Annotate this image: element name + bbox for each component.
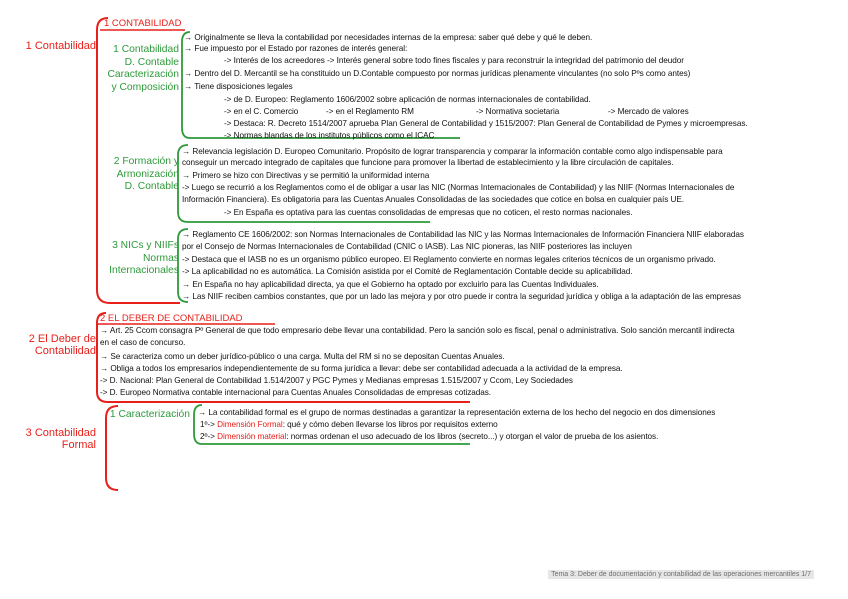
sub1-line: -> en el Reglamento RM — [326, 107, 414, 116]
section2-title — [29, 333, 96, 357]
sub3-line: → Las NIIF reciben cambios constantes, que por un lado las mejora y por otro puede ir contra la seguridad jurídica y obliga a la adaptación de las empresas — [182, 292, 741, 301]
section1-title-line: 1 Contabilidad — [25, 40, 96, 52]
sub3-line: por el Consejo de Normas Internacionales de Contabilidad (CNIC o IASB). Las NIC pioneras, las NIIF posteriores las incluyen — [182, 242, 632, 251]
sub3-line: → En España no hay aplicabilidad directa, ya que el Gobierno ha optado por excluirlo para las Cuentas Individuales. — [182, 280, 599, 289]
dimension-prefix: 2º-> — [200, 432, 218, 441]
section3-title-line: 3 Contabilidad — [25, 427, 96, 439]
sub1-line: -> Destaca: R. Decreto 1514/2007 aprueba Plan General de Contabilidad y 1515/2007: Plan General de Contabilidad de Pymes y microempresas. — [224, 119, 748, 128]
sub1-line: -> en el C. Comercio — [224, 107, 299, 116]
sub1-label-line: 1 Contabilidad — [113, 44, 179, 55]
section2-line: -> D. Europeo Normativa contable internacional para Cuentas Anuales Consolidadas de empresas cotizadas. — [100, 388, 492, 397]
section2-line: → Art. 25 Ccom consagra Pº General de que todo empresario debe llevar una contabilidad. Pero la sanción solo es fiscal, penal o administrativa. Solo sanción mercantil indirecta — [100, 326, 735, 335]
sub1-line: -> Mercado de valores — [608, 107, 689, 116]
section3-title — [26, 427, 96, 451]
sub3-line: → Reglamento CE 1606/2002: son Normas Internacionales de Contabilidad las NIC y las Normas Internacionales de Información Financiera NIIF elaboradas — [182, 230, 744, 239]
sub2-line: -> Luego se recurrió a los Reglamentos como el de obligar a usar las NIC (Normas Internacionales de Contabilidad) y las NIIF (Normas Internacionales de — [182, 183, 735, 192]
sub2-label-line: Armonización — [116, 168, 179, 180]
sub1-label-line: D. Contable — [124, 56, 179, 68]
sub2-line: conseguir un mercado integrado de capitales que funcione para promover la libertad de establecimiento y la libre circulación de capitales. — [182, 158, 674, 167]
sub3-label-line: Internacionales — [109, 265, 179, 276]
section2-heading: 2 EL DEBER DE CONTABILIDAD — [100, 313, 243, 324]
sub3-line: -> Destaca que el IASB no es un organismo público europeo. El Reglamento convierte en normas legales criterios técnicos de un organismo privado. — [182, 255, 716, 264]
section2-line: -> D. Nacional: Plan General de Contabilidad 1.514/2007 y PGC Pymes y Medianas empresas 1.515/2007 y Ccom, Ley Sociedades — [100, 376, 573, 385]
sub2-label-line: D. Contable — [124, 181, 179, 192]
dimension-material-text: : normas ordenan el uso adecuado de los libros (secreto...) y otorgan el valor de prueba de los asientos. — [286, 432, 659, 441]
section2-line: → Se caracteriza como un deber jurídico-público o una carga. Multa del RM si no se depositan Cuentas Anuales. — [100, 352, 505, 361]
sub3-label-line: 3 NICs y NIIFs — [112, 240, 179, 251]
section2-title-line: 2 El Deber de — [28, 333, 96, 345]
sub1-line: -> Interés de los acreedores -> Interés general sobre todo fines fiscales y para reconstruir la integridad del patrimonio del deudor — [224, 56, 684, 65]
sub2-line: → Relevancia legislación D. Europeo Comunitario. Propósito de lograr transparencia y comparar la información contable como algo indispensable para — [182, 147, 723, 156]
section1-title — [26, 40, 96, 52]
sub1-label-line: y Composición — [111, 81, 179, 93]
sub1-label-line: Caracterización — [107, 69, 179, 80]
sub3-line: -> La aplicabilidad no es automática. La Comisión asistida por el Comité de Reglamentación Contable decide su aplicabilidad. — [182, 267, 633, 276]
section3-title-line: Formal — [61, 439, 96, 451]
section1-heading: 1 CONTABILIDAD — [104, 18, 182, 29]
section2-line: → Obliga a todos los empresarios independientemente de su forma jurídica a llevar: debe ser contabilidad adecuada a la actividad de la empresa. — [100, 364, 623, 373]
sub3-label — [109, 240, 179, 278]
page-footer: Tema 3: Deber de documentación y contabilidad de las operaciones mercantiles 1/7 — [548, 570, 814, 579]
section3-sub1-label: 1 Caracterización — [109, 409, 190, 420]
dimension-formal-term: Dimensión Formal — [217, 420, 283, 429]
section3-sub1-line — [200, 432, 658, 442]
sub1-line: → Fue impuesto por el Estado por razones de interés general: — [184, 44, 408, 53]
section2-title-line: Contabilidad — [34, 345, 96, 357]
section3-sub1-line — [200, 420, 498, 430]
sub2-line: → Primero se hizo con Directivas y se permitió la uniformidad interna — [182, 171, 430, 180]
sub2-label-line: 2 Formación y — [113, 156, 179, 167]
sub2-line: -> En España es optativa para las cuentas consolidadas de empresas que no coticen, el resto normas nacionales. — [224, 208, 633, 217]
section3-sub1-line: → La contabilidad formal es el grupo de normas destinadas a garantizar la representación externa de los hecho del negocio en dos dimensiones — [198, 408, 716, 417]
sub1-line: -> de D. Europeo: Reglamento 1606/2002 sobre aplicación de normas internacionales de contabilidad. — [224, 95, 591, 104]
sub1-label — [107, 44, 179, 94]
sub1-line: → Dentro del D. Mercantil se ha constituido un D.Contable compuesto por normas jurídicas plenamente vinculantes (no solo Pºs como antes) — [184, 69, 691, 78]
sub1-line: -> Normas blandas de los institutos públicos como el ICAC — [224, 131, 435, 140]
section2-line: en el caso de concurso. — [100, 338, 186, 347]
sub2-line: Información Financiera). Es obligatoria para las Cuentas Anuales Consolidadas de las sociedades que cotice en bolsa en cualquier país UE. — [182, 195, 684, 204]
sub1-line: → Tiene disposiciones legales — [184, 82, 293, 91]
sub3-label-line: Normas — [142, 252, 179, 264]
sub1-line: -> Normativa societaria — [476, 107, 560, 116]
dimension-prefix: 1º-> — [200, 420, 218, 429]
dimension-formal-text: : qué y cómo deben llevarse los libros por requisitos externo — [282, 420, 498, 429]
dimension-material-term: Dimensión material — [217, 432, 287, 441]
sub1-line: → Originalmente se lleva la contabilidad por necesidades internas de la empresa: saber qué debe y qué le deben. — [184, 33, 593, 42]
sub2-label — [114, 156, 179, 194]
